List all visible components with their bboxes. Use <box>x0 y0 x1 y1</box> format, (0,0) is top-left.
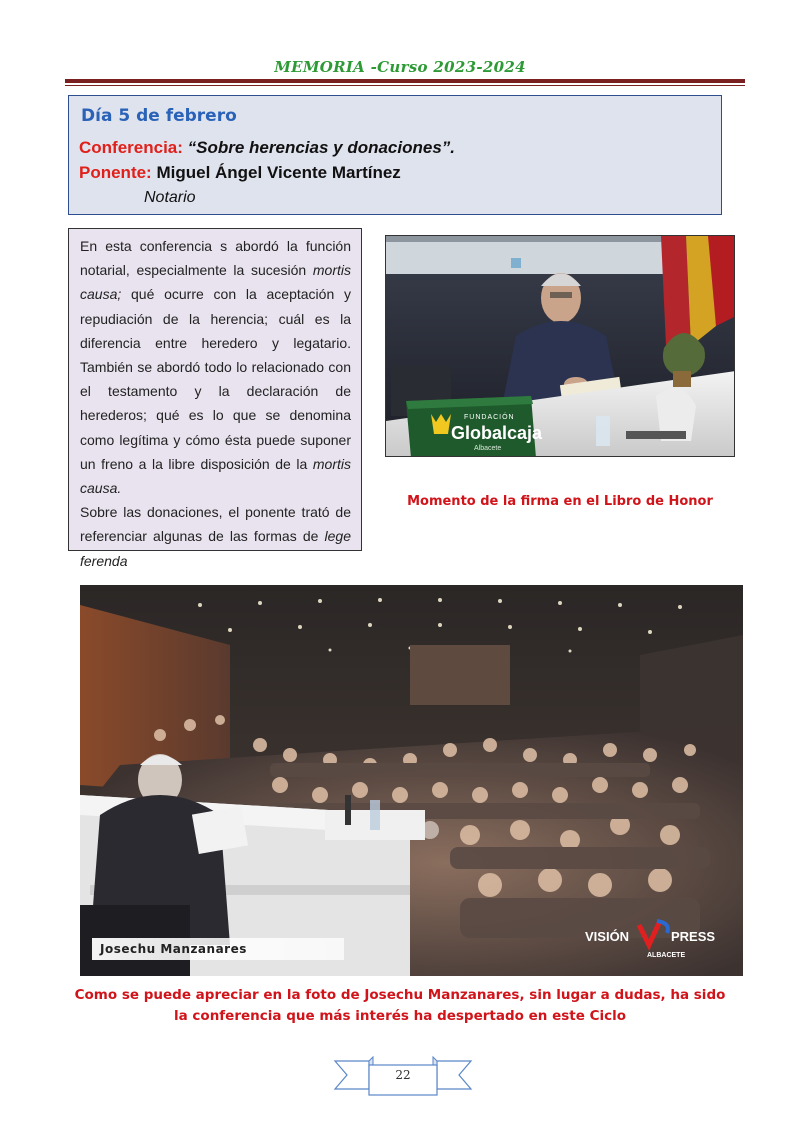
conference-line <box>79 138 455 158</box>
photo-credit-label: Josechu Manzanares <box>92 938 344 960</box>
logo-albacete-text: ALBACETE <box>647 952 686 959</box>
header-rule <box>65 79 745 83</box>
summary-emphasis: mortis causa; <box>80 262 351 303</box>
conference-label: Conferencia: <box>79 138 183 157</box>
sign-globalcaja-text: Globalcaja <box>451 423 543 443</box>
sign-albacete-text: Albacete <box>474 445 502 452</box>
vp-mark-icon <box>639 923 659 945</box>
speaker-line <box>79 163 401 183</box>
sign-foundation-text: FUNDACIÓN <box>464 414 515 421</box>
header-title: MEMORIA -Curso 2023-2024 <box>274 58 526 76</box>
summary-paragraph-1 <box>80 234 351 500</box>
signing-photo-illustration <box>386 236 735 457</box>
summary-text: En esta conferencia s abordó la función notarial, especialmente la sucesión <box>80 238 351 279</box>
event-info-box <box>68 95 722 215</box>
photo-audience <box>80 585 743 976</box>
photo2-caption: Como se puede apreciar en la foto de Josechu Manzanares, sin lugar a dudas, ha sido la conferencia que más interés ha despertado en este Ciclo <box>74 987 726 1024</box>
photo-signing-honor-book <box>385 235 735 457</box>
event-date: Día 5 de febrero <box>81 106 237 126</box>
speaker-label: Ponente: <box>79 163 152 182</box>
summary-emphasis: lege ferenda <box>80 528 351 569</box>
page-number: 22 <box>395 1068 411 1082</box>
vision-press-logo <box>585 915 725 965</box>
summary-text: Sobre las donaciones, el ponente trató de referenciar algunas de las formas de <box>80 504 351 545</box>
conference-title: “Sobre herencias y donaciones”. <box>182 138 456 157</box>
photo1-caption: Momento de la firma en el Libro de Honor <box>407 494 713 509</box>
speaker-name: Miguel Ángel Vicente Martínez <box>151 163 401 182</box>
header-rule-thin <box>65 85 745 86</box>
summary-text: qué ocurre con la aceptación y repudiación de la herencia; cuál es la diferencia entre heredero y legatario. También se abordó todo lo relacionado con el testamento y la declaración de herederos; qué es lo que se denomina como legítima y cómo ésta puede suponer un freno a la libre disposición de la <box>80 286 351 472</box>
summary-emphasis: mortis causa. <box>80 455 351 497</box>
speaker-role: Notario <box>144 189 196 206</box>
logo-vision-text: VISIÓN <box>585 929 630 944</box>
logo-press-text: PRESS <box>671 929 716 944</box>
conference-summary <box>68 228 362 569</box>
summary-paragraph-2 <box>80 500 351 573</box>
